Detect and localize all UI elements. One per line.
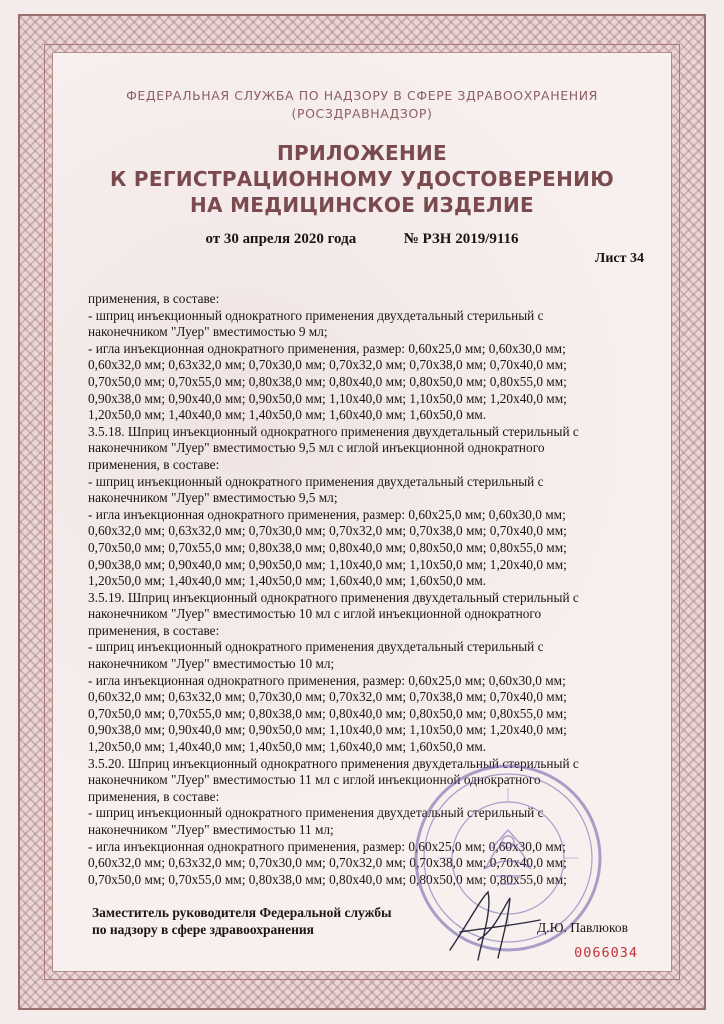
registration-line — [0, 231, 724, 248]
registration-date: от 30 апреля 2020 года — [205, 231, 357, 247]
body-line: - шприц инъекционный однократного применения двухдетальный стерильный с — [88, 805, 544, 821]
body-line: 0,90x38,0 мм; 0,90x40,0 мм; 0,90x50,0 мм; 1,10x40,0 мм; 1,10x50,0 мм; 1,20x40,0 мм; — [88, 556, 567, 572]
body-line: 0,60x32,0 мм; 0,63x32,0 мм; 0,70x30,0 мм; 0,70x32,0 мм; 0,70x38,0 мм; 0,70x40,0 мм; — [88, 855, 567, 871]
body-line: наконечником "Луер" вместимостью 10 мл; — [88, 656, 335, 672]
document-title — [0, 140, 724, 218]
body-line: - шприц инъекционный однократного применения двухдетальный стерильный с — [88, 639, 544, 655]
body-line: наконечником "Луер" вместимостью 9,5 мл; — [88, 490, 338, 506]
body-line: - игла инъекционная однократного применения, размер: 0,60x25,0 мм; 0,60x30,0 мм; — [88, 672, 566, 688]
body-line: 1,20x50,0 мм; 1,40x40,0 мм; 1,40x50,0 мм; 1,60x40,0 мм; 1,60x50,0 мм. — [88, 573, 487, 589]
body-line: - игла инъекционная однократного применения, размер: 0,60x25,0 мм; 0,60x30,0 мм; — [88, 506, 566, 522]
body-line: 0,70x50,0 мм; 0,70x55,0 мм; 0,80x38,0 мм; 0,80x40,0 мм; 0,80x50,0 мм; 0,80x55,0 мм; — [88, 705, 567, 721]
title-line-2: К РЕГИСТРАЦИОННОМУ УДОСТОВЕРЕНИЮ — [110, 167, 614, 191]
body-line: 1,20x50,0 мм; 1,40x40,0 мм; 1,40x50,0 мм; 1,60x40,0 мм; 1,60x50,0 мм. — [88, 407, 487, 423]
body-line: 3.5.19. Шприц инъекционный однократного применения двухдетальный стерильный с — [88, 589, 579, 605]
signer-title-line-1: Заместитель руководителя Федеральной службы — [92, 905, 392, 920]
agency-header — [0, 87, 724, 123]
agency-abbreviation: (РОСЗДРАВНАДЗОР) — [291, 106, 433, 121]
registration-number: № РЗН 2019/9116 — [403, 231, 519, 247]
title-line-3: НА МЕДИЦИНСКОЕ ИЗДЕЛИЕ — [189, 193, 534, 217]
body-line: 0,60x32,0 мм; 0,63x32,0 мм; 0,70x30,0 мм; 0,70x32,0 мм; 0,70x38,0 мм; 0,70x40,0 мм; — [88, 357, 567, 373]
signer-block — [92, 904, 392, 938]
body-line: применения, в составе: — [88, 788, 220, 804]
body-line: применения, в составе: — [88, 456, 220, 472]
body-line: 1,20x50,0 мм; 1,40x40,0 мм; 1,40x50,0 мм; 1,60x40,0 мм; 1,60x50,0 мм. — [88, 739, 487, 755]
body-line: - игла инъекционная однократного применения, размер: 0,60x25,0 мм; 0,60x30,0 мм; — [88, 838, 566, 854]
body-line: наконечником "Луер" вместимостью 9 мл; — [88, 324, 328, 340]
body-line: 0,60x32,0 мм; 0,63x32,0 мм; 0,70x30,0 мм; 0,70x32,0 мм; 0,70x38,0 мм; 0,70x40,0 мм; — [88, 689, 567, 705]
body-line: 0,70x50,0 мм; 0,70x55,0 мм; 0,80x38,0 мм; 0,80x40,0 мм; 0,80x50,0 мм; 0,80x55,0 мм; — [88, 871, 567, 887]
body-line: наконечником "Луер" вместимостью 10 мл с иглой инъекционной однократного — [88, 606, 542, 622]
body-line: 0,60x32,0 мм; 0,63x32,0 мм; 0,70x30,0 мм; 0,70x32,0 мм; 0,70x38,0 мм; 0,70x40,0 мм; — [88, 523, 567, 539]
body-line: наконечником "Луер" вместимостью 11 мл с иглой инъекционной однократного — [88, 772, 541, 788]
body-line: 0,90x38,0 мм; 0,90x40,0 мм; 0,90x50,0 мм; 1,10x40,0 мм; 1,10x50,0 мм; 1,20x40,0 мм; — [88, 722, 567, 738]
body-line: наконечником "Луер" вместимостью 9,5 мл с иглой инъекционной однократного — [88, 440, 545, 456]
agency-name: ФЕДЕРАЛЬНАЯ СЛУЖБА ПО НАДЗОРУ В СФЕРЕ ЗДРАВООХРАНЕНИЯ — [126, 88, 598, 103]
body-line: применения, в составе: — [88, 291, 220, 306]
body-line: применения, в составе: — [88, 622, 220, 638]
body-line: - игла инъекционная однократного применения, размер: 0,60x25,0 мм; 0,60x30,0 мм; — [88, 340, 566, 356]
sheet-number: Лист 34 — [594, 251, 644, 266]
signer-name: Д.Ю. Павлюков — [537, 920, 628, 935]
body-line: 3.5.18. Шприц инъекционный однократного применения двухдетальный стерильный с — [88, 423, 579, 439]
body-line: 0,70x50,0 мм; 0,70x55,0 мм; 0,80x38,0 мм; 0,80x40,0 мм; 0,80x50,0 мм; 0,80x55,0 мм; — [88, 539, 567, 555]
body-line: 0,90x38,0 мм; 0,90x40,0 мм; 0,90x50,0 мм; 1,10x40,0 мм; 1,10x50,0 мм; 1,20x40,0 мм; — [88, 390, 567, 406]
body-line: 3.5.20. Шприц инъекционный однократного применения двухдетальный стерильный с — [88, 755, 579, 771]
serial-number: 0066034 — [574, 945, 638, 961]
body-line: - шприц инъекционный однократного применения двухдетальный стерильный с — [88, 307, 544, 323]
body-line: 0,70x50,0 мм; 0,70x55,0 мм; 0,80x38,0 мм; 0,80x40,0 мм; 0,80x50,0 мм; 0,80x55,0 мм; — [88, 373, 567, 389]
body-line: наконечником "Луер" вместимостью 11 мл; — [88, 822, 334, 837]
body-line: - шприц инъекционный однократного применения двухдетальный стерильный с — [88, 473, 544, 489]
handwritten-signature-icon — [440, 880, 550, 965]
title-line-1: ПРИЛОЖЕНИЕ — [276, 141, 448, 165]
signer-title-line-2: по надзору в сфере здравоохранения — [92, 922, 314, 937]
